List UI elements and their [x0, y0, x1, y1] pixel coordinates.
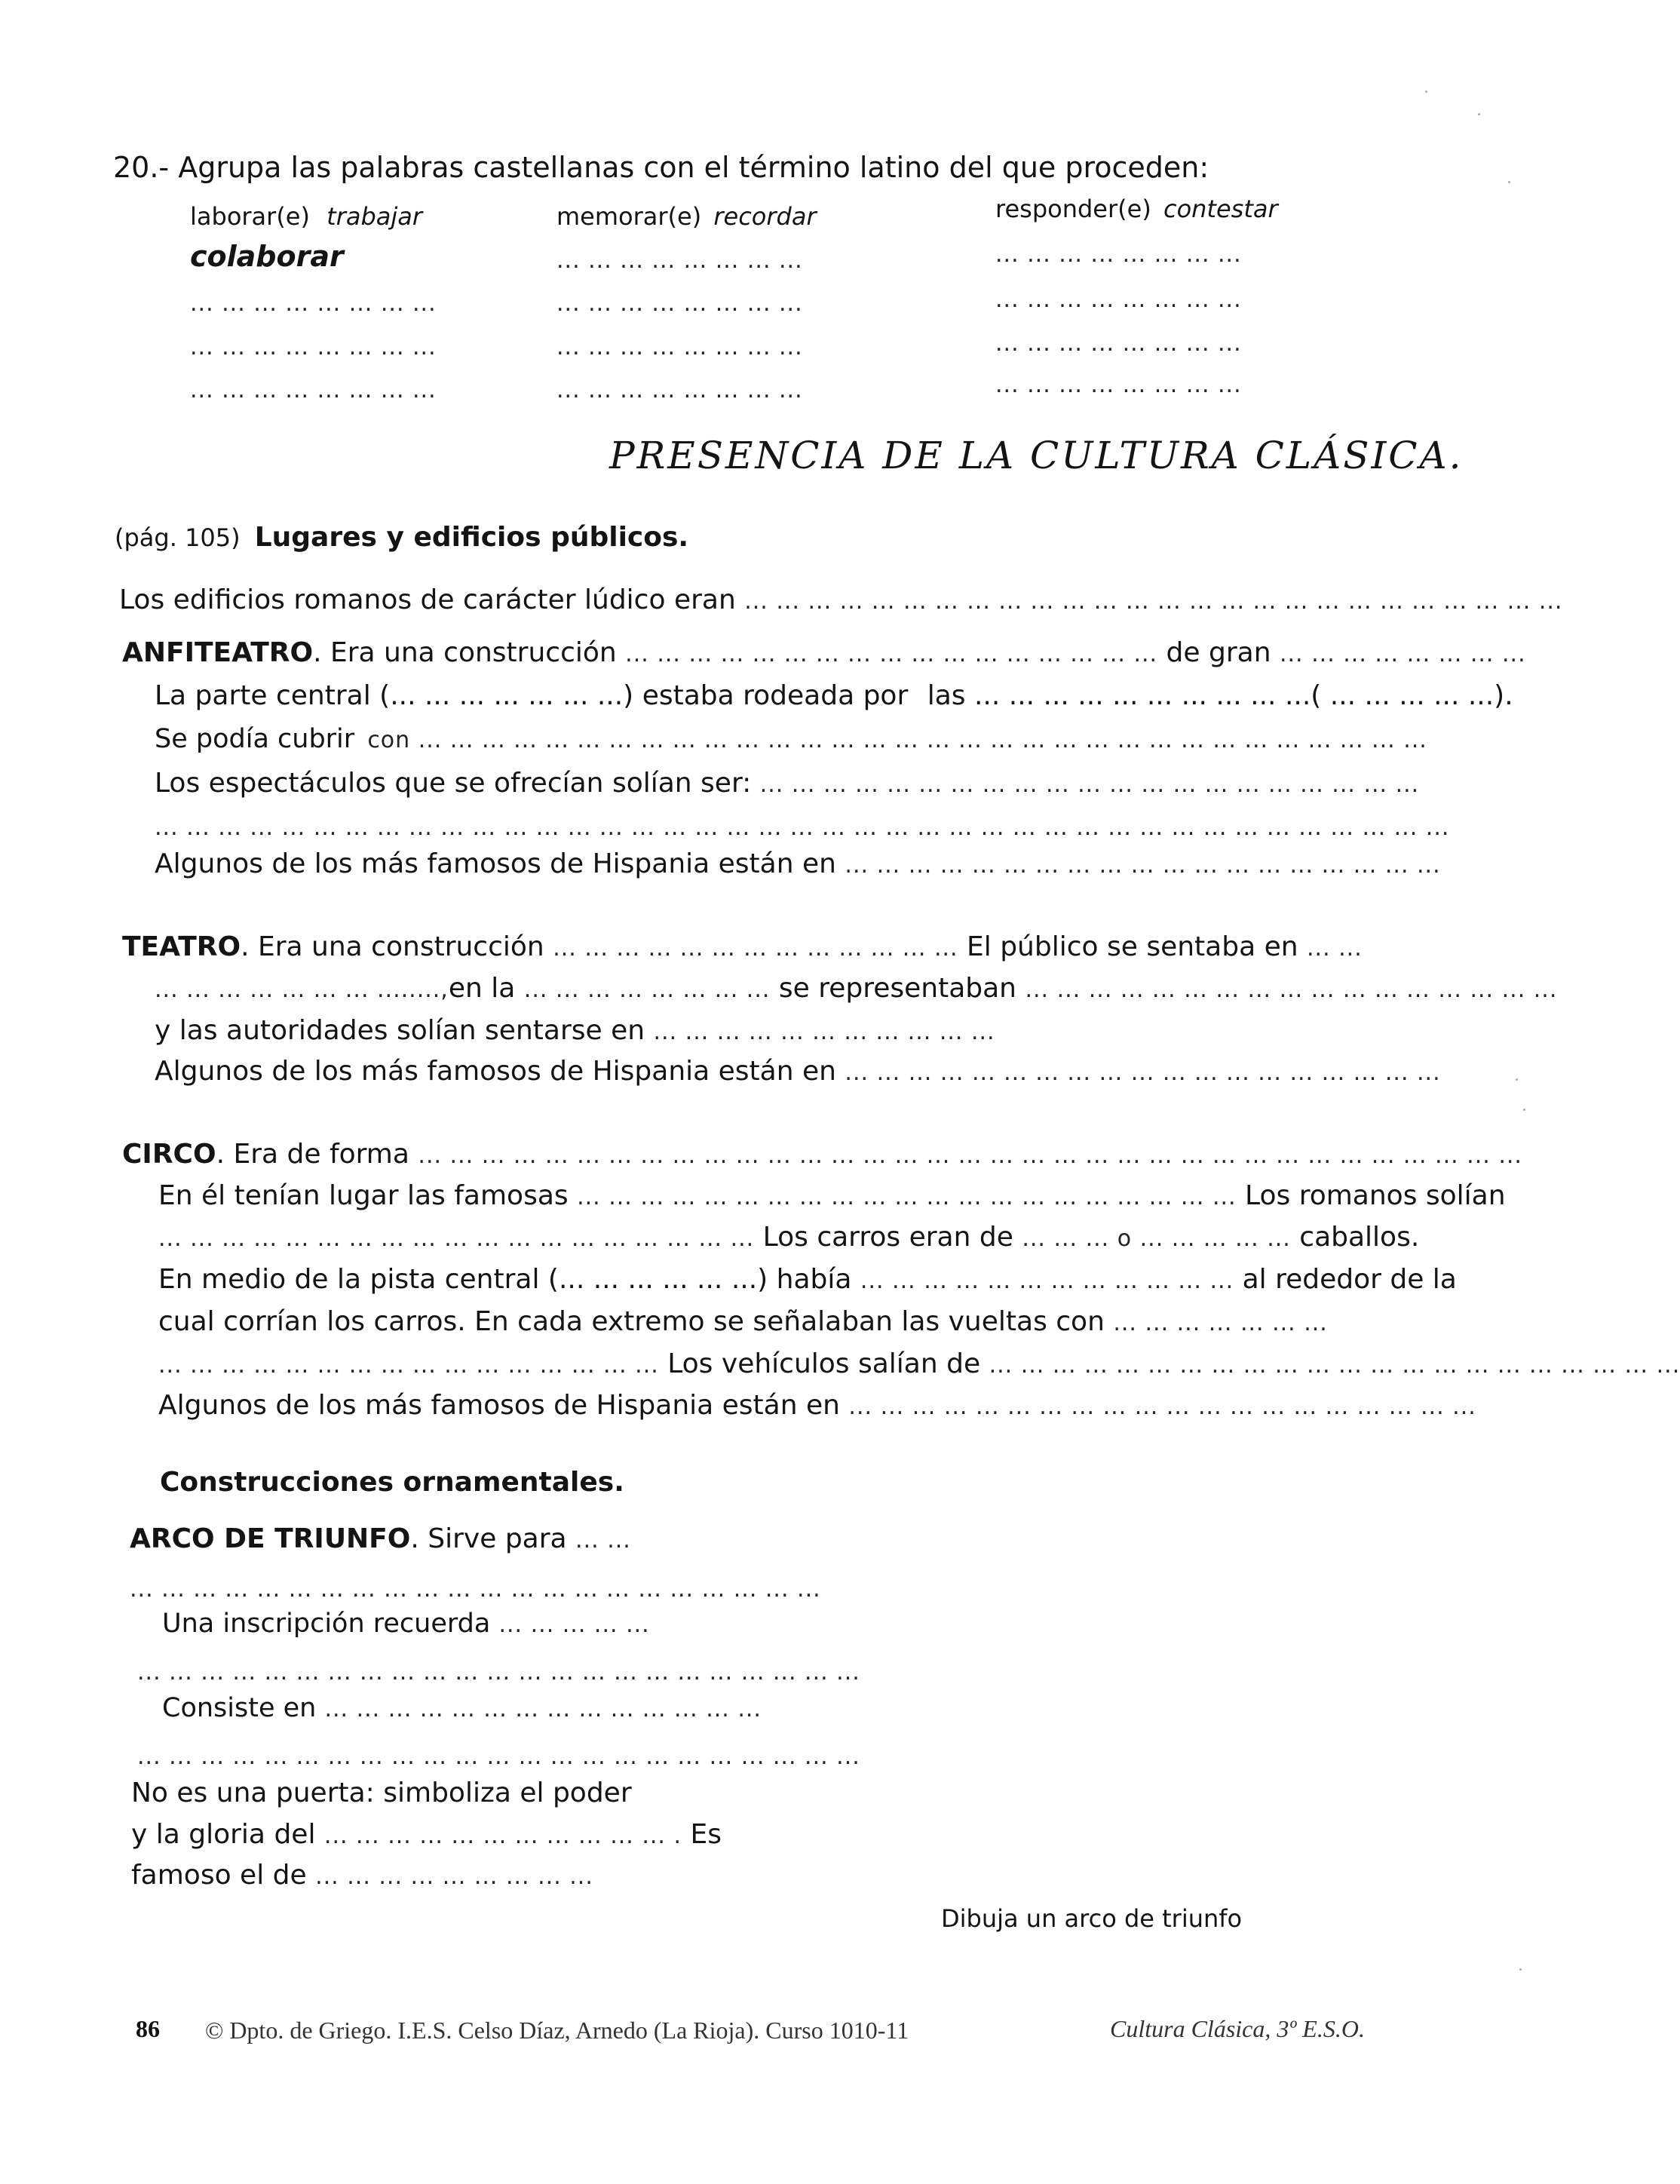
answer-blank[interactable]: ... ... ... ... ... ... ... ... ... ... ... ... ... ... ... ... ... ... ... ... ... ... ... [137, 1744, 860, 1770]
arco-line-3: Una inscripción recuerda ... ... ... ... ... [162, 1609, 650, 1639]
answer-blank[interactable]: ... ... ... ... ... ... ... ... ... ... ... ... ... ... ... ... ... ... ... ... ... ... [130, 1576, 821, 1603]
answer-blank[interactable]: ... ... ... ... ... ... ... ... ... ... ... ... ... ... ... ... ... ... ... [158, 1225, 755, 1252]
latin-term: responder(e) [995, 195, 1151, 223]
answer-blank[interactable]: ... ... ... ... ... ... ... ... ... ... ... ... [860, 1268, 1234, 1294]
teatro-line-1: TEATRO. Era una construcción ... ... ... ... ... ... ... ... ... ... ... ... ... El público se sentaba en ... ... [122, 931, 1363, 962]
answer-blank[interactable]: ... ... ... ... ... ... ... ... ... ... ... ... ... ... ... ... ... ... ... [845, 852, 1441, 879]
section-subtitle: Lugares y edificios públicos. [254, 522, 689, 553]
answer-blank[interactable]: ... ... ... ... ... ... ... ... [556, 377, 803, 403]
answer-blank[interactable]: ... ... ... ... ... ... ... ... ... ... ... ... ... ... ... ... ... ... ... ... [848, 1394, 1476, 1420]
arco-line-8: y la gloria del ... ... ... ... ... ... ... ... ... ... ... . Es [131, 1819, 722, 1850]
answer-blank[interactable]: ... ... ... ... ... ... ... ... [556, 247, 803, 274]
circo-line-2: En él tenían lugar las famosas ... ... ... ... ... ... ... ... ... ... ... ... ... ... ... ... ... ... ... ... ... Los romanos solían [158, 1180, 1506, 1211]
answer-blank[interactable]: ... ... ... ... ... ... ... ... ... ... ... ... ... ... ... ... ... ... ... ... ... ... ... [137, 1659, 860, 1686]
answer-blank[interactable]: ... ... ... ... ... ... ... ... ... ... ... ... ... ... [324, 1696, 762, 1722]
answer-blank[interactable]: ... ... ... ... ... ... ... ... ... ... ... ... ... ... ... ... ... ... ... ... ... [577, 1184, 1237, 1210]
answer-blank[interactable]: ... ... ... ... ... ... ... ... ... ... ... ... ... ... ... ... ... ... ... [845, 1060, 1441, 1086]
answer-blank[interactable]: ... ... ... ... ... ... ... ... ... ... ... ... ... ... ... ... ... [1025, 977, 1558, 1003]
teatro-heading: TEATRO [122, 931, 241, 962]
latin-term-laborare [190, 202, 422, 231]
scan-speck [1523, 1109, 1525, 1111]
anfiteatro-line-2: La parte central (... ... ... ... ... ... ...) estaba rodeada por las ... ... ... ... ... ... ... ... ... ...( ... ... ... ... ...). [155, 680, 1513, 711]
answer-blank[interactable]: ... ... ... ... ... ... ... ... [995, 287, 1242, 313]
arco-line-1: ARCO DE TRIUNFO. Sirve para ... ... [130, 1523, 631, 1554]
intro-line: Los edificios romanos de carácter lúdico eran ... ... ... ... ... ... ... ... ... ... ... ... ... ... ... ... ... ... ... ... ... ... ... ... ... ... [119, 584, 1563, 615]
page-reference: (pág. 105) [115, 523, 241, 552]
answer-blank[interactable]: ... ... ... ... ... ... ... ... [190, 290, 437, 317]
answer-blank[interactable]: ... ... ... ... ... ... ... ... [995, 372, 1242, 398]
latin-term: memorar(e) [556, 202, 702, 231]
footer-course: Cultura Clásica, 3º E.S.O. [1110, 2015, 1365, 2042]
answer-blank[interactable]: ... ... ... o ... ... ... ... ... [1022, 1225, 1291, 1252]
answer-blank[interactable]: ... ... ... ... ... ... ... [1113, 1310, 1328, 1336]
circo-line-3: ... ... ... ... ... ... ... ... ... ... ... ... ... ... ... ... ... ... ... Los carros eran de ... ... ... o ... ... ... ... ... caballos. [158, 1222, 1420, 1253]
answer-blank[interactable]: ... ... [1307, 935, 1363, 962]
arco-line-5: Consiste en ... ... ... ... ... ... ... ... ... ... ... ... ... ... [162, 1693, 762, 1723]
teatro-line-3: y las autoridades solían sentarse en ... ... ... ... ... ... ... ... ... ... ... [155, 1015, 995, 1046]
anfiteatro-line-1: ANFITEATRO. Era una construcción ... ... ... ... ... ... ... ... ... ... ... ... ... ... ... ... ... de gran ... ... ... ... ... ... ... ... [122, 637, 1526, 668]
scan-speck [1478, 113, 1480, 115]
anfiteatro-line-4: Los espectáculos que se ofrecían solían ser: ... ... ... ... ... ... ... ... ... ... ... ... ... ... ... ... ... ... ... ... ... [155, 768, 1420, 799]
arco-line-7: No es una puerta: simboliza el poder [131, 1778, 632, 1808]
circo-line-1: CIRCO. Era de forma ... ... ... ... ... ... ... ... ... ... ... ... ... ... ... ... ... ... ... ... ... ... ... ... ... ... ... ... ... ... ... ... ... ... ... [122, 1139, 1522, 1170]
answer-blank[interactable]: ... ... ... ... ... ... ... ... ... ... ... ... ... ... ... ... ... ... ... ... ... [759, 771, 1420, 798]
answer-blank[interactable]: ... ... [575, 1527, 631, 1554]
circo-line-7: Algunos de los más famosos de Hispania están en ... ... ... ... ... ... ... ... ... ... ... ... ... ... ... ... ... ... ... ... [158, 1390, 1476, 1421]
draw-caption: Dibuja un arco de triunfo [941, 1904, 1243, 1933]
answer-blank[interactable]: ... ... ... ... ... ... ... ... [190, 377, 437, 403]
answer-blank[interactable]: ... ... ... ... ... ... ... ........, [155, 977, 449, 1003]
exercise-20-prompt: 20.- Agrupa las palabras castellanas con el término latino del que proceden: [113, 151, 1209, 184]
answer-blank[interactable]: ... ... ... ... ... ... ... ... ... [315, 1863, 593, 1890]
latin-term-respondere [995, 195, 1278, 223]
answer-blank[interactable]: ... ... ... ... ... ... ... ... ... ... ... ... ... ... ... ... ... ... ... ... ... ... ... ... ... ... ... ... ... ... ... ... ... ... ... [418, 1143, 1522, 1169]
arco-line-9: famoso el de ... ... ... ... ... ... ... ... ... [131, 1860, 593, 1891]
page-number: 86 [136, 2015, 160, 2042]
teatro-line-2: ... ... ... ... ... ... ... ........,en la ... ... ... ... ... ... ... ... se representaban ... ... ... ... ... ... ... ... ... ... ... ... ... ... ... ... ... [155, 973, 1558, 1004]
latin-term-memorare [556, 202, 817, 231]
filled-answer: colaborar [190, 240, 344, 273]
answer-blank[interactable]: ... ... ... ... ... ... ... ... ... ... ... . [323, 1823, 682, 1849]
answer-blank[interactable]: ... ... ... ... ... ... ... ... ... ... ... ... ... ... ... ... ... ... ... ... ... ... [989, 1352, 1680, 1379]
answer-blank[interactable]: con ... ... ... ... ... ... ... ... ... ... ... ... ... ... ... ... ... ... ... ... ... ... ... ... ... ... ... ... ... ... ... ... [367, 727, 1427, 753]
scan-speck [1508, 181, 1510, 183]
answer-blank[interactable]: ... ... ... ... ... ... ... ... ... ... ... ... ... ... ... ... ... ... ... ... ... ... ... ... ... ... [744, 588, 1563, 615]
circo-line-4: En medio de la pista central (... ... ... ... ... ...) había ... ... ... ... ... ... ... ... ... ... ... ... al rededor de la [158, 1264, 1457, 1295]
scan-speck [1425, 90, 1427, 93]
latin-meaning: contestar [1163, 195, 1278, 223]
answer-blank[interactable]: ... ... ... ... ... ... ... ... [523, 977, 771, 1003]
scan-speck [1516, 1078, 1518, 1081]
latin-term: laborar(e) [190, 202, 310, 231]
circo-line-5: cual corrían los carros. En cada extremo se señalaban las vueltas con ... ... ... ... ... ... ... [158, 1306, 1328, 1337]
answer-blank[interactable]: ... ... ... ... ... ... ... ... [556, 290, 803, 317]
answer-blank[interactable]: ... ... ... ... ... ... ... ... ... ... ... ... ... [553, 935, 958, 962]
answer-blank[interactable]: ... ... ... ... ... ... ... ... ... ... ... ... ... ... ... ... [158, 1352, 659, 1379]
ornamentales-subtitle: Construcciones ornamentales. [160, 1467, 624, 1498]
anfiteatro-heading: ANFITEATRO [122, 637, 314, 668]
arco-heading: ARCO DE TRIUNFO [130, 1523, 411, 1554]
answer-blank[interactable]: ... ... ... ... ... ... ... ... [1279, 641, 1526, 667]
anfiteatro-line-6: Algunos de los más famosos de Hispania están en ... ... ... ... ... ... ... ... ... ... ... ... ... ... ... ... ... ... ... [155, 848, 1441, 879]
answer-blank[interactable]: ... ... ... ... ... ... ... ... [190, 334, 437, 360]
answer-blank[interactable]: ... ... ... ... ... ... ... ... [995, 330, 1242, 357]
teatro-line-4: Algunos de los más famosos de Hispania están en ... ... ... ... ... ... ... ... ... ... ... ... ... ... ... ... ... ... ... [155, 1056, 1441, 1087]
section-subheading [115, 522, 688, 553]
answer-blank[interactable]: ... ... ... ... ... ... ... ... [995, 241, 1242, 268]
latin-meaning: trabajar [326, 202, 423, 231]
footer-credit: © Dpto. de Griego. I.E.S. Celso Díaz, Arnedo (La Rioja). Curso 1010-11 [205, 2017, 909, 2044]
latin-meaning: recordar [713, 202, 817, 231]
answer-blank[interactable]: ... ... ... ... ... ... ... ... [556, 334, 803, 360]
answer-blank[interactable]: ... ... ... ... ... ... ... ... ... ... ... ... ... ... ... ... ... [625, 641, 1158, 667]
circo-line-6: ... ... ... ... ... ... ... ... ... ... ... ... ... ... ... ... Los vehículos salían de ... ... ... ... ... ... ... ... ... ... ... ... ... ... ... ... ... ... ... ... ... ... [158, 1348, 1680, 1379]
circo-heading: CIRCO [122, 1139, 216, 1170]
answer-blank[interactable]: ... ... ... ... ... [498, 1612, 650, 1638]
section-title: PRESENCIA DE LA CULTURA CLÁSICA. [609, 434, 1464, 477]
scan-speck [1519, 1968, 1522, 1971]
answer-blank[interactable]: ... ... ... ... ... ... ... ... ... ... ... ... ... ... ... ... ... ... ... ... ... ... ... ... ... ... ... ... ... ... ... ... ... ... ... ... ... ... ... ... ... [155, 814, 1450, 841]
anfiteatro-line-3: Se podía cubrir con ... ... ... ... ... ... ... ... ... ... ... ... ... ... ... ... ... ... ... ... ... ... ... ... ... ... ... ... ... ... ... ... [155, 724, 1427, 754]
answer-blank[interactable]: ... ... ... ... ... ... ... ... ... ... ... [653, 1019, 995, 1045]
